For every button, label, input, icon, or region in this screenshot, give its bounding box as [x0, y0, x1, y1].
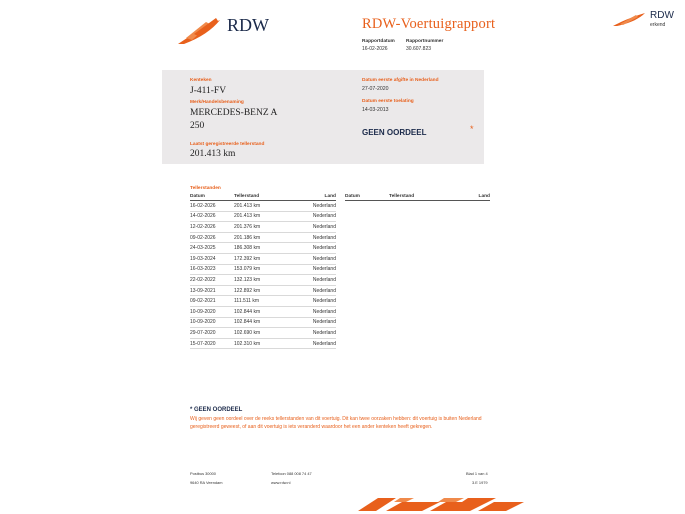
- col-date: Datum: [345, 194, 389, 201]
- table-row: [190, 338, 336, 349]
- first-admission-value: 27-07-2020: [362, 86, 389, 92]
- col-reading: Tellerstand: [389, 194, 455, 201]
- reading-value: 201.413 km: [234, 211, 300, 222]
- first-admission-label: Datum eerste afgifte in Nederland: [362, 78, 439, 83]
- report-date: 16-02-2026: [362, 46, 388, 52]
- reading-value: 132.123 km: [234, 275, 300, 286]
- table-row: [190, 264, 336, 275]
- rdw-erkend-logo: [612, 10, 678, 32]
- reading-country: Nederland: [300, 211, 336, 222]
- corner-tagline: erkend: [650, 22, 666, 28]
- last-reading-label: Laatst geregistreerde tellerstand: [190, 142, 265, 147]
- table-row: [190, 201, 336, 212]
- reading-value: 172.392 km: [234, 253, 300, 264]
- footer-phone: Telefoon 088 008 74 47: [271, 471, 312, 476]
- reading-date: 15-07-2020: [190, 338, 234, 349]
- reading-value: 201.186 km: [234, 232, 300, 243]
- corner-brand: RDW: [650, 10, 674, 21]
- report-date-label: Rapportdatum: [362, 39, 395, 44]
- readings-header-row: [345, 194, 490, 201]
- plate-value: J-411-FV: [190, 86, 227, 96]
- reading-date: 22-02-2022: [190, 275, 234, 286]
- decorative-stripes-icon: [356, 494, 526, 514]
- table-row: [190, 243, 336, 254]
- note-title: * GEEN OORDEEL: [190, 407, 243, 413]
- reading-country: Nederland: [300, 317, 336, 328]
- readings-table: [190, 194, 336, 349]
- footer-web: www.rdw.nl: [271, 480, 291, 485]
- reading-value: 102.310 km: [234, 338, 300, 349]
- report-number-label: Rapportnummer: [406, 39, 444, 44]
- reading-date: 24-03-2025: [190, 243, 234, 254]
- reading-country: Nederland: [300, 232, 336, 243]
- col-country: Land: [300, 194, 336, 201]
- reading-value: 201.413 km: [234, 201, 300, 212]
- reading-date: 12-02-2026: [190, 222, 234, 233]
- reading-value: 153.079 km: [234, 264, 300, 275]
- table-row: [190, 285, 336, 296]
- table-row: [190, 232, 336, 243]
- footer-code: 3.E 1979: [472, 480, 488, 485]
- col-reading: Tellerstand: [234, 194, 300, 201]
- make-line-2: 250: [190, 121, 205, 131]
- reading-value: 201.376 km: [234, 222, 300, 233]
- reading-country: Nederland: [300, 306, 336, 317]
- table-row: [190, 222, 336, 233]
- reading-country: Nederland: [300, 296, 336, 307]
- reading-country: Nederland: [300, 285, 336, 296]
- table-row: [190, 306, 336, 317]
- rdw-feather-icon: [176, 14, 222, 48]
- reading-date: 10-09-2020: [190, 306, 234, 317]
- make-label: Merk/Handelsbenaming: [190, 100, 244, 105]
- last-reading-value: 201.413 km: [190, 149, 236, 159]
- col-country: Land: [455, 194, 490, 201]
- reading-date: 09-02-2021: [190, 296, 234, 307]
- table-row: [190, 275, 336, 286]
- reading-country: Nederland: [300, 275, 336, 286]
- reading-country: Nederland: [300, 201, 336, 212]
- footer-page: Blad 1 van 4: [466, 471, 488, 476]
- reading-date: 14-02-2026: [190, 211, 234, 222]
- reading-country: Nederland: [300, 328, 336, 339]
- table-row: [190, 296, 336, 307]
- first-registration-label: Datum eerste toelating: [362, 99, 414, 104]
- col-date: Datum: [190, 194, 234, 201]
- plate-label: Kenteken: [190, 78, 212, 83]
- reading-date: 13-09-2021: [190, 285, 234, 296]
- reading-date: 29-07-2020: [190, 328, 234, 339]
- table-row: [190, 328, 336, 339]
- reading-date: 16-02-2026: [190, 201, 234, 212]
- readings-table-continued: [345, 194, 490, 201]
- reading-value: 122.892 km: [234, 285, 300, 296]
- table-row: [190, 253, 336, 264]
- reading-value: 111.511 km: [234, 296, 300, 307]
- rdw-logo: [176, 14, 272, 48]
- report-number: 30.607.823: [406, 46, 432, 52]
- reading-value: 186.308 km: [234, 243, 300, 254]
- verdict: GEEN OORDEEL: [362, 128, 427, 137]
- report-title: RDW-Voertuigrapport: [362, 16, 496, 32]
- reading-country: Nederland: [300, 222, 336, 233]
- table-row: [190, 317, 336, 328]
- readings-title: Tellerstanden: [190, 186, 221, 191]
- reading-country: Nederland: [300, 243, 336, 254]
- reading-value: 102.690 km: [234, 328, 300, 339]
- footer-address-2: 9640 RA Veendam: [190, 480, 223, 485]
- reading-date: 09-02-2026: [190, 232, 234, 243]
- reading-value: 102.844 km: [234, 317, 300, 328]
- reading-country: Nederland: [300, 253, 336, 264]
- reading-date: 19-03-2024: [190, 253, 234, 264]
- footer-address-1: Postbus 30000: [190, 471, 216, 476]
- reading-value: 102.844 km: [234, 306, 300, 317]
- verdict-asterisk: *: [470, 124, 474, 134]
- rdw-feather-icon: [612, 12, 646, 28]
- reading-date: 10-09-2020: [190, 317, 234, 328]
- brand-name: RDW: [227, 15, 269, 35]
- first-registration-value: 14-03-2013: [362, 107, 389, 113]
- note-body: Wij geven geen oordeel over de reeks tellerstanden van dit voertuig. Dit kan twee oorzaken hebben: dit voertuig is buiten Nederland geregistreerd geweest, of aan dit voertuig is iets veranderd waardoor het een ander kenteken heeft gekregen.: [190, 416, 482, 431]
- reading-country: Nederland: [300, 338, 336, 349]
- reading-date: 16-03-2023: [190, 264, 234, 275]
- make-line-1: MERCEDES-BENZ A: [190, 108, 278, 118]
- table-row: [190, 211, 336, 222]
- reading-country: Nederland: [300, 264, 336, 275]
